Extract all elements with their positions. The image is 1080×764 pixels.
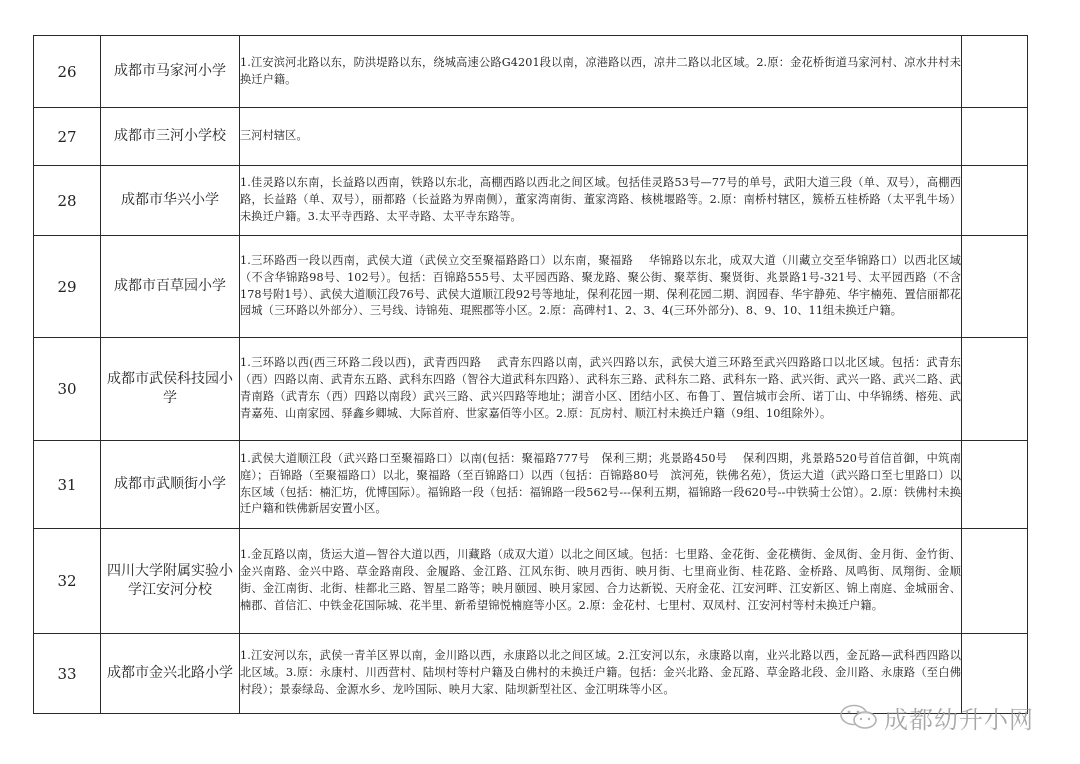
remarks-cell [962, 338, 1028, 441]
zone-description: 1.江安河以东，武侯一青羊区界以南，金川路以西，永康路以北之间区域。2.江安河以东，永康路以南，业兴北路以西，金瓦路—武科西四路以北区域。3.原：永康村、川西营村、陆坝村等村户籍及白佛村的未换迁户籍。包括：金兴北路、金瓦路、草金路北段、金川路、永康路（至白佛村段）；景泰绿岛、金源水乡、龙吟国际、映月大家、陆坝新型社区、金江明珠等小区。 [240, 634, 962, 714]
remarks-cell [962, 36, 1028, 108]
row-number: 26 [34, 36, 101, 108]
remarks-cell [962, 166, 1028, 236]
row-number: 33 [34, 634, 101, 714]
school-name: 成都市武顺街小学 [101, 441, 240, 529]
remarks-cell [962, 441, 1028, 529]
table-row [34, 338, 1028, 441]
school-name: 成都市华兴小学 [101, 166, 240, 236]
table-row [34, 529, 1028, 634]
table-row [34, 236, 1028, 338]
school-name: 四川大学附属实验小学江安河分校 [101, 529, 240, 634]
school-name: 成都市武侯科技园小学 [101, 338, 240, 441]
row-number: 27 [34, 108, 101, 166]
remarks-cell [962, 108, 1028, 166]
zone-description: 1.金瓦路以南，货运大道—智谷大道以西，川藏路（成双大道）以北之间区域。包括：七里路、金花街、金花横街、金凤街、金月街、金竹街、金兴南路、金兴中路、草金路南段、金履路、金江路、江风东街、映月西街、映月街、七里商业街、桂花路、金桥路、凤鸣街、凤翔街、金顺街、金江南街、北街、桂都北三路、智星二路等；映月颐园、映月家园、合力达新锐、天府金花、江安河畔、江安新区、锦上南庭、金城丽舍、楠郡、首信汇、中铁金花国际城、花半里、新希望锦悦楠庭等小区。2.原：金花村、七里村、双凤村、江安河村等村未换迁户籍。 [240, 529, 962, 634]
remarks-cell [962, 529, 1028, 634]
row-number: 28 [34, 166, 101, 236]
watermark-text: 成都幼升小网 [884, 705, 1034, 734]
zone-description: 1.江安滨河北路以东，防洪堤路以东，绕城高速公路G4201段以南，凉港路以西，凉井二路以北区域。2.原：金花桥街道马家河村、凉水井村未换迁户籍。 [240, 36, 962, 108]
zone-description: 1.佳灵路以东南，长益路以西南，铁路以东北，高棚西路以西北之间区域。包括佳灵路53号—77号的单号，武阳大道三段（单、双号），高棚西路，长益路（单、双号），丽都路（长益路为界南侧），董家湾南街、董家湾路、核桃堰路等。2.原：南桥村辖区，簇桥五桂桥路（太平乳牛场）未换迁户籍。3.太平寺西路、太平寺路、太平寺东路等。 [240, 166, 962, 236]
table-row [34, 441, 1028, 529]
school-name: 成都市三河小学校 [101, 108, 240, 166]
watermark [838, 700, 1034, 734]
table-row [34, 36, 1028, 108]
zone-description: 1.三环路以西(西三环路二段以西)，武青西四路 武青东四路以南，武兴四路以东，武侯大道三环路至武兴四路路口以北区域。包括：武青东（西）四路以南、武青东五路、武科东四路（智谷大道武科东四路）、武科东三路、武科东二路、武科东一路、武兴街、武兴一路、武兴二路、武青南路（武青东（西）四路以南段）武兴三路、武兴四路等地址；湖音小区、团结小区、布鲁丁、置信城市会所、诺丁山、中华锦绣、榕苑、武青嘉苑、山南家园、驿鑫乡卿城、大际首府、世家嘉佰等小区。2.原：瓦房村、顺江村未换迁户籍（9组、10组除外）。 [240, 338, 962, 441]
row-number: 30 [34, 338, 101, 441]
row-number: 29 [34, 236, 101, 338]
wechat-icon [838, 703, 882, 731]
school-name: 成都市金兴北路小学 [101, 634, 240, 714]
table-row [34, 166, 1028, 236]
remarks-cell [962, 236, 1028, 338]
zone-description: 1.三环路西一段以西南，武侯大道（武侯立交至聚福路路口）以东南，聚福路 华锦路以东北，成双大道（川藏立交至华锦路口）以西北区域（不含华锦路98号、102号）。包括：百锦路555号、太平园西路、聚龙路、聚公街、聚萃街、聚贤街、兆景路1号-321号、太平园西路（不含178号附1号）、武侯大道顺江段76号、武侯大道顺江段92号等地址，保利花园一期、保利花园二期、润园春、华宇静苑、华宇楠苑、置信丽都花园城（三环路以外部分）、三号线、诗锦苑、琨熙郡等小区。2.原：高碑村1、2、3、4(三环外部分)、8、9、10、11组未换迁户籍。 [240, 236, 962, 338]
row-number: 31 [34, 441, 101, 529]
school-name: 成都市马家河小学 [101, 36, 240, 108]
zone-description: 三河村辖区。 [240, 108, 962, 166]
table-row [34, 108, 1028, 166]
row-number: 32 [34, 529, 101, 634]
zone-description: 1.武侯大道顺江段（武兴路口至聚福路口）以南(包括：聚福路777号 保利三期；兆景路450号 保利四期，兆景路520号首信首御，中筑南庭）；百锦路（至聚福路口）以北，聚福路（至百锦路口）以西（包括：百锦路80号 滨河苑，铁佛名苑），货运大道（武兴路口至七里路口）以东区域（包括：楠汇坊，优博国际）。福锦路一段（包括：福锦路一段562号---保利五期，福锦路一段620号--中铁骑士公馆）。2.原：铁佛村未换迁户籍和铁佛新居安置小区。 [240, 441, 962, 529]
school-name: 成都市百草园小学 [101, 236, 240, 338]
school-zone-table [33, 35, 1028, 714]
